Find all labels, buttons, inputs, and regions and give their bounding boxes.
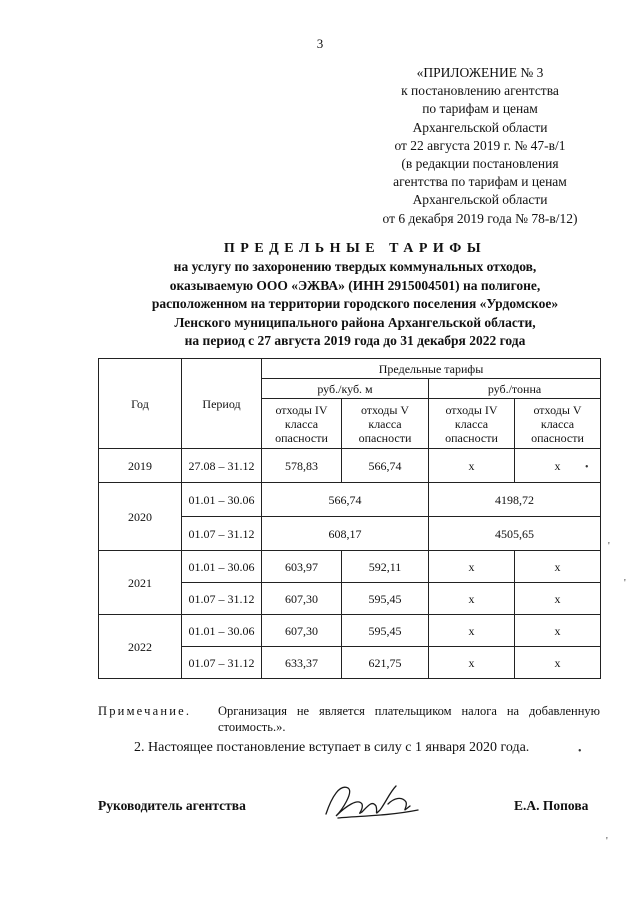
cell-period: 01.07 – 31.12 [182,583,262,615]
header-class5-m3: отходы V класса опасности [342,399,429,449]
cell-year: 2022 [99,615,182,679]
title-line: на период с 27 августа 2019 года до 31 декабря 2022 года [184,333,526,349]
cell-period: 01.01 – 30.06 [182,615,262,647]
cell-period: 01.01 – 30.06 [182,551,262,583]
appendix-line: от 22 августа 2019 г. № 47-в/1 [394,137,566,153]
appendix-line: Архангельской области [412,192,548,208]
table-row [99,449,601,483]
cell-period: 01.07 – 31.12 [182,517,262,551]
cell-period: 27.08 – 31.12 [182,449,262,483]
header-period: Период [182,359,262,449]
appendix-line: от 6 декабря 2019 года № 78-в/12) [382,210,578,226]
cell-value: х [515,449,601,483]
header-year: Год [99,359,182,449]
cell-value: х [515,647,601,679]
note-text: Организация не является плательщиком налога на добавленную стоимость.». [218,704,600,734]
document-title [60,240,640,350]
header-unit-m3: руб./куб. м [262,379,429,399]
signatory-title: Руководитель агентства [98,798,246,813]
header-class5-t: отходы V класса опасности [515,399,601,449]
cell-value: х [515,615,601,647]
table-row [99,551,601,583]
handwritten-signature [318,776,428,826]
cell-year: 2019 [99,449,182,483]
note-label: Примечание. [98,704,192,718]
appendix-line: «ПРИЛОЖЕНИЕ № 3 [416,65,544,80]
cell-value: 608,17 [262,517,429,551]
scan-speck: • [585,462,589,473]
header-unit-t: руб./тонна [429,379,601,399]
cell-value: х [429,583,515,615]
cell-value: х [429,449,515,483]
title-line: на услугу по захоронению твердых коммунальных отходов, [173,259,537,275]
cell-value: х [515,551,601,583]
scan-speck: ' [608,541,610,552]
cell-value: 592,11 [342,551,429,583]
scan-speck: • [578,746,582,757]
title-line: Ленского муниципального района Архангельской области, [174,314,536,330]
header-tariffs: Предельные тарифы [262,359,601,379]
scan-speck: ' [624,578,626,589]
scan-speck: ' [606,836,608,847]
header-class4-t: отходы IV класса опасности [429,399,515,449]
page-number: 3 [316,36,324,51]
cell-value: 607,30 [262,615,342,647]
appendix-block [360,64,600,228]
cell-value: 621,75 [342,647,429,679]
cell-value: 578,83 [262,449,342,483]
cell-value: 607,30 [262,583,342,615]
cell-value: 4198,72 [429,483,601,517]
cell-year: 2020 [99,483,182,551]
tariffs-table [98,358,601,679]
cell-value: 4505,65 [429,517,601,551]
cell-value: 566,74 [342,449,429,483]
title-heading: ПРЕДЕЛЬНЫЕ ТАРИФЫ [223,241,487,256]
cell-year: 2021 [99,551,182,615]
appendix-line: по тарифам и ценам [422,101,538,117]
cell-value: х [515,583,601,615]
effective-date-clause: 2. Настоящее постановление вступает в силу с 1 января 2020 года. [134,740,530,755]
table-row [99,615,601,647]
cell-value: х [429,551,515,583]
cell-value: 603,97 [262,551,342,583]
cell-period: 01.07 – 31.12 [182,647,262,679]
cell-value: 595,45 [342,615,429,647]
cell-value: х [429,615,515,647]
table-row [99,483,601,517]
appendix-line: Архангельской области [412,119,548,135]
appendix-line: (в редакции постановления [401,156,559,172]
header-class4-m3: отходы IV класса опасности [262,399,342,449]
title-line: оказываемую ООО «ЭЖВА» (ИНН 2915004501) на полигоне, [169,277,541,293]
title-line: расположенном на территории городского поселения «Урдомское» [151,296,559,312]
cell-value: 566,74 [262,483,429,517]
cell-period: 01.01 – 30.06 [182,483,262,517]
cell-value: 633,37 [262,647,342,679]
appendix-line: агентства по тарифам и ценам [393,174,567,190]
cell-value: 595,45 [342,583,429,615]
appendix-line: к постановлению агентства [401,83,559,99]
signatory-name: Е.А. Попова [514,798,589,813]
cell-value: х [429,647,515,679]
